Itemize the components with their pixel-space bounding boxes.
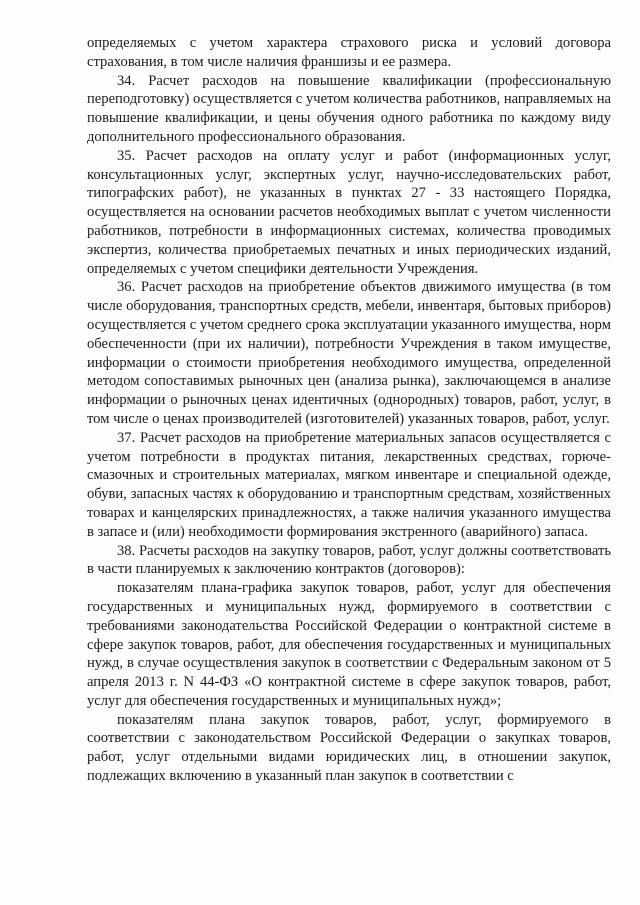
paragraph-38-item-1: показателям плана-графика закупок товаров, работ, услуг для обеспечения государственных и муниципальных нужд, формируемого в соответствии с требованиями законодательства Российской Федерации о контрактной системе в сфере закупок товаров, работ, для обеспечения государственных и муниципальных нужд, в случае осуществления закупок в соответствии с Федеральным законом от 5 апреля 2013 г. N 44-ФЗ «О контрактной системе в сфере закупок товаров, работ, услуг для обеспечения государственных и муниципальных нужд»; (87, 580, 611, 709)
document-body (87, 34, 611, 786)
paragraph-38-item-2: показателям плана закупок товаров, работ, услуг, формируемого в соответствии с законодательством Российской Федерации о закупках товаров, работ, услуг отдельными видами юридических лиц, в отношении закупок, подлежащих включению в указанный план закупок в соответствии с (87, 711, 611, 785)
paragraph-36: 36. Расчет расходов на приобретение объектов движимого имущества (в том числе оборудования, транспортных средств, мебели, инвентаря, бытовых приборов) осуществляется с учетом среднего срока эксплуатации указанного имущества, норм обеспеченности (при их наличии), потребности Учреждения в таком имуществе, информации о стоимости приобретения необходимого имущества, определенной методом сопоставимых рыночных цен (анализа рынка), заключающемся в анализе информации о рыночных ценах идентичных (однородных) товаров, работ, услуг, в том числе о ценах производителей (изготовителей) указанных товаров, работ, услуг. (87, 279, 611, 427)
paragraph-38: 38. Расчеты расходов на закупку товаров, работ, услуг должны соответствовать в части планируемых к заключению контрактов (договоров): (87, 542, 611, 578)
paragraph-continuation: определяемых с учетом характера страхового риска и условий договора страхования, в том числе наличия франшизы и ее размера. (87, 35, 611, 70)
paragraph-37: 37. Расчет расходов на приобретение материальных запасов осуществляется с учетом потребности в продуктах питания, лекарственных средствах, горюче-смазочных и строительных материалах, мягком инвентаре и специальной одежде, обуви, запасных частях к оборудованию и транспортным средствам, хозяйственных товарах и канцелярских принадлежностях, а также наличия указанного имущества в запасе и (или) необходимости формирования экстренного (аварийного) запаса. (87, 429, 611, 540)
paragraph-35: 35. Расчет расходов на оплату услуг и работ (информационных услуг, консультационных услуг, экспертных услуг, научно-исследовательских работ, типографских работ), не указанных в пунктах 27 - 33 настоящего Порядка, осуществляется на основании расчетов необходимых выплат с учетом численности работников, потребности в информационных системах, количества проводимых экспертиз, количества приобретаемых печатных и иных периодических изданий, определяемых с учетом специфики деятельности Учреждения. (87, 147, 611, 277)
paragraph-34: 34. Расчет расходов на повышение квалификации (профессиональную переподготовку) осуществляется с учетом количества работников, направляемых на повышение квалификации, и цены обучения одного работника по каждому виду дополнительного профессионального образования. (87, 72, 611, 145)
